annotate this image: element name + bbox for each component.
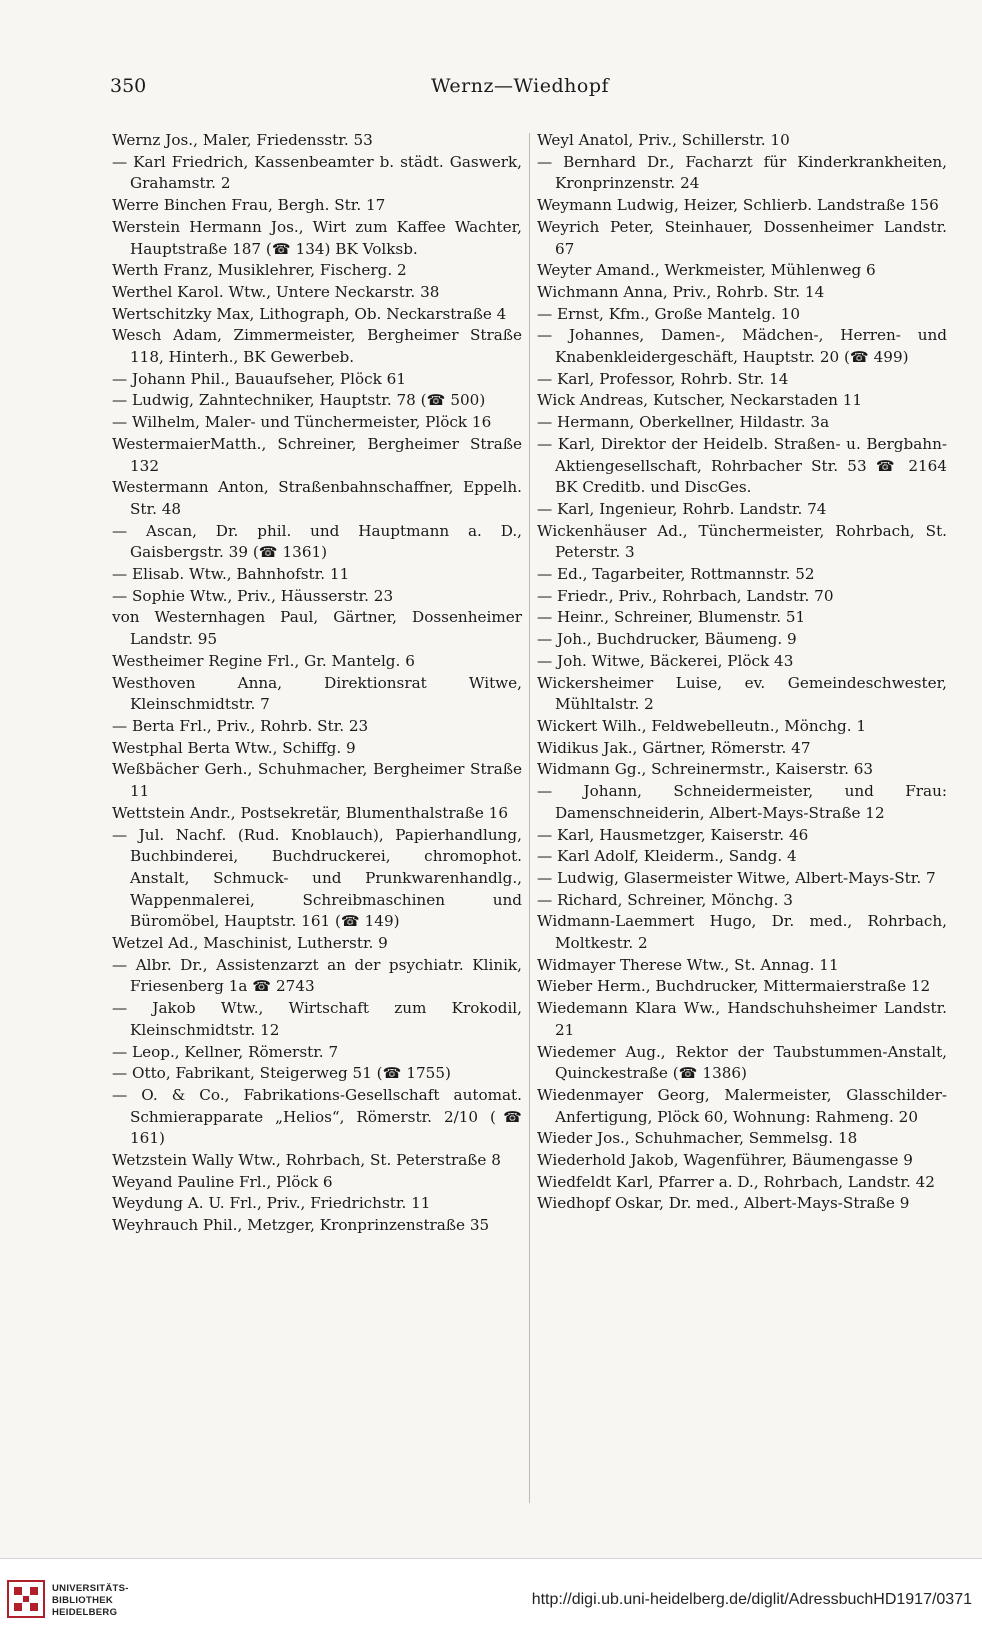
- directory-entry: Werre Binchen Frau, Bergh. Str. 17: [112, 196, 386, 215]
- directory-entry: Weyand Pauline Frl., Plöck 6: [112, 1172, 333, 1191]
- directory-entry: — Heinr., Schreiner, Blumenstr. 51: [537, 608, 806, 627]
- source-url[interactable]: http://digi.ub.uni-heidelberg.de/diglit/AdressbuchHD1917/0371: [531, 1591, 972, 1608]
- right-column: [537, 130, 947, 1510]
- directory-entry: Wiedemann Klara Ww., Handschuhsheimer Landstr. 21: [537, 999, 947, 1039]
- running-title: Wernz—Wiedhopf: [430, 75, 610, 97]
- directory-entry: Wick Andreas, Kutscher, Neckarstaden 11: [537, 391, 863, 410]
- directory-entry: — Karl Adolf, Kleiderm., Sandg. 4: [537, 847, 797, 866]
- directory-entry: — Jul. Nachf. (Rud. Knoblauch), Papierhandlung, Buchbinderei, Buchdruckerei, chromophot. Anstalt, Schmuck- und Prunkwarenhandlg., Wappenmalerei, Schreibmaschinen und Büromöbel, Hauptstr. 161 (☎ 149): [112, 825, 522, 931]
- directory-entry: Wettstein Andr., Postsekretär, Blumenthalstraße 16: [112, 803, 509, 822]
- directory-entry: — Friedr., Priv., Rohrbach, Landstr. 70: [537, 586, 834, 605]
- directory-entry: — Ludwig, Glasermeister Witwe, Albert-Mays-Str. 7: [537, 868, 936, 887]
- directory-entry: — Johann Phil., Bauaufseher, Plöck 61: [112, 369, 407, 388]
- directory-entry: — Karl, Direktor der Heidelb. Straßen- u. Bergbahn-Aktiengesellschaft, Rohrbacher Str. 53 ☎ 2164 BK Creditb. und DiscGes.: [537, 434, 947, 497]
- directory-entry: Widmayer Therese Wtw., St. Annag. 11: [537, 955, 839, 974]
- directory-entry: Wiedemer Aug., Rektor der Taubstummen-Anstalt, Quinckestraße (☎ 1386): [537, 1042, 947, 1083]
- directory-entry: Wickenhäuser Ad., Tünchermeister, Rohrbach, St. Peterstr. 3: [537, 521, 947, 562]
- logo-line-2: BIBLIOTHEK: [52, 1595, 114, 1606]
- directory-entry: — Bernhard Dr., Facharzt für Kinderkrankheiten, Kronprinzenstr. 24: [537, 152, 947, 193]
- directory-entry: — Berta Frl., Priv., Rohrb. Str. 23: [112, 716, 369, 735]
- directory-entry: Weyhrauch Phil., Metzger, Kronprinzenstraße 35: [112, 1216, 490, 1235]
- directory-entry: Wetzstein Wally Wtw., Rohrbach, St. Peterstraße 8: [112, 1151, 501, 1170]
- directory-entry: Wesch Adam, Zimmermeister, Bergheimer Straße 118, Hinterh., BK Gewerbeb.: [112, 326, 522, 367]
- directory-entry: — Ernst, Kfm., Große Mantelg. 10: [537, 304, 801, 323]
- directory-entry: Wichmann Anna, Priv., Rohrb. Str. 14: [537, 282, 825, 301]
- directory-entry: — O. & Co., Fabrikations-Gesellschaft automat. Schmierapparate „Helios“, Römerstr. 2/10 (☎ 161): [112, 1085, 522, 1148]
- page-number: 350: [110, 75, 147, 97]
- directory-entry: — Karl Friedrich, Kassenbeamter b. städt. Gaswerk, Grahamstr. 2: [112, 152, 522, 193]
- directory-entry: — Richard, Schreiner, Mönchg. 3: [537, 890, 793, 909]
- directory-entry: Werth Franz, Musiklehrer, Fischerg. 2: [112, 261, 407, 280]
- directory-entry: — Leop., Kellner, Römerstr. 7: [112, 1042, 339, 1061]
- directory-entry: Wiedfeldt Karl, Pfarrer a. D., Rohrbach, Landstr. 42: [537, 1172, 935, 1191]
- directory-entry: Werthel Karol. Wtw., Untere Neckarstr. 38: [112, 282, 440, 301]
- directory-entry: Westheimer Regine Frl., Gr. Mantelg. 6: [112, 651, 415, 670]
- directory-entry: Wiedenmayer Georg, Malermeister, Glasschilder-Anfertigung, Plöck 60, Wohnung: Rahmeng. 20: [537, 1085, 947, 1126]
- directory-entry: — Jakob Wtw., Wirtschaft zum Krokodil, Kleinschmidtstr. 12: [112, 999, 522, 1039]
- directory-entry: Wiederhold Jakob, Wagenführer, Bäumengasse 9: [537, 1151, 913, 1170]
- logo-line-1: UNIVERSITÄTS-: [52, 1583, 129, 1594]
- directory-entry: Widmann Gg., Schreinermstr., Kaiserstr. 63: [537, 760, 874, 779]
- directory-entry: von Westernhagen Paul, Gärtner, Dossenheimer Landstr. 95: [112, 608, 522, 649]
- directory-entry: — Johannes, Damen-, Mädchen-, Herren- und Knabenkleidergeschäft, Hauptstr. 20 (☎ 499): [537, 326, 947, 367]
- directory-entry: — Karl, Hausmetzger, Kaiserstr. 46: [537, 825, 809, 844]
- directory-entry: Widikus Jak., Gärtner, Römerstr. 47: [537, 738, 811, 757]
- directory-entry: Wickert Wilh., Feldwebelleutn., Mönchg. 1: [537, 716, 867, 735]
- directory-entry: Weydung A. U. Frl., Priv., Friedrichstr. 11: [112, 1194, 431, 1213]
- directory-entry: Weyrich Peter, Steinhauer, Dossenheimer Landstr. 67: [537, 217, 947, 258]
- directory-entry: — Joh., Buchdrucker, Bäumeng. 9: [537, 630, 797, 649]
- directory-entry: — Ludwig, Zahntechniker, Hauptstr. 78 (☎ 500): [112, 391, 486, 410]
- directory-entry: — Ed., Tagarbeiter, Rottmannstr. 52: [537, 565, 815, 584]
- directory-entry: Weßbächer Gerh., Schuhmacher, Bergheimer Straße 11: [112, 760, 522, 801]
- logo-line-3: HEIDELBERG: [52, 1607, 118, 1618]
- directory-entry: — Hermann, Oberkellner, Hildastr. 3a: [537, 413, 830, 432]
- directory-entry: Westhoven Anna, Direktionsrat Witwe, Kleinschmidtstr. 7: [112, 673, 522, 714]
- directory-entry: Westphal Berta Wtw., Schiffg. 9: [112, 738, 356, 757]
- directory-entry: — Wilhelm, Maler- und Tünchermeister, Plöck 16: [112, 413, 492, 432]
- directory-entry: Wernz Jos., Maler, Friedensstr. 53: [112, 131, 373, 149]
- directory-entry: Wieder Jos., Schuhmacher, Semmelsg. 18: [537, 1129, 858, 1148]
- directory-entry: Wiedhopf Oskar, Dr. med., Albert-Mays-Straße 9: [537, 1194, 910, 1213]
- directory-entry: WestermaierMatth., Schreiner, Bergheimer Straße 132: [112, 434, 522, 475]
- directory-entry: Weyl Anatol, Priv., Schillerstr. 10: [537, 131, 790, 149]
- directory-entry: Widmann-Laemmert Hugo, Dr. med., Rohrbach, Moltkestr. 2: [537, 912, 947, 953]
- university-seal-icon: [6, 1579, 46, 1619]
- directory-entry: Wieber Herm., Buchdrucker, Mittermaierstraße 12: [537, 977, 931, 996]
- directory-entry: Werstein Hermann Jos., Wirt zum Kaffee Wachter, Hauptstraße 187 (☎ 134) BK Volksb.: [112, 217, 522, 258]
- directory-entry: Wetzel Ad., Maschinist, Lutherstr. 9: [112, 934, 388, 953]
- directory-entry: Weymann Ludwig, Heizer, Schlierb. Landstraße 156: [537, 196, 939, 215]
- directory-entry: Westermann Anton, Straßenbahnschaffner, Eppelh. Str. 48: [112, 478, 522, 518]
- directory-entry: — Sophie Wtw., Priv., Häusserstr. 23: [112, 586, 394, 605]
- directory-entry: — Johann, Schneidermeister, und Frau: Damenschneiderin, Albert-Mays-Straße 12: [537, 782, 947, 822]
- directory-entry: — Otto, Fabrikant, Steigerweg 51 (☎ 1755): [112, 1064, 451, 1083]
- page-header: [110, 72, 930, 100]
- left-column: [112, 130, 522, 1510]
- directory-entry: — Albr. Dr., Assistenzarzt an der psychiatr. Klinik, Friesenberg 1a ☎ 2743: [112, 955, 522, 996]
- directory-entry: — Ascan, Dr. phil. und Hauptmann a. D., Gaisbergstr. 39 (☎ 1361): [112, 521, 522, 562]
- directory-entry: — Joh. Witwe, Bäckerei, Plöck 43: [537, 651, 794, 670]
- directory-entry: Wertschitzky Max, Lithograph, Ob. Neckarstraße 4: [112, 304, 507, 323]
- column-divider: [529, 133, 530, 1503]
- directory-entry: Weyter Amand., Werkmeister, Mühlenweg 6: [537, 261, 876, 280]
- library-logo[interactable]: [6, 1579, 156, 1629]
- directory-entry: — Elisab. Wtw., Bahnhofstr. 11: [112, 565, 350, 584]
- directory-entry: — Karl, Ingenieur, Rohrb. Landstr. 74: [537, 499, 827, 518]
- viewer-footer: [0, 1559, 982, 1641]
- directory-entry: Wickersheimer Luise, ev. Gemeindeschwester, Mühltalstr. 2: [537, 673, 947, 714]
- directory-entry: — Karl, Professor, Rohrb. Str. 14: [537, 369, 789, 388]
